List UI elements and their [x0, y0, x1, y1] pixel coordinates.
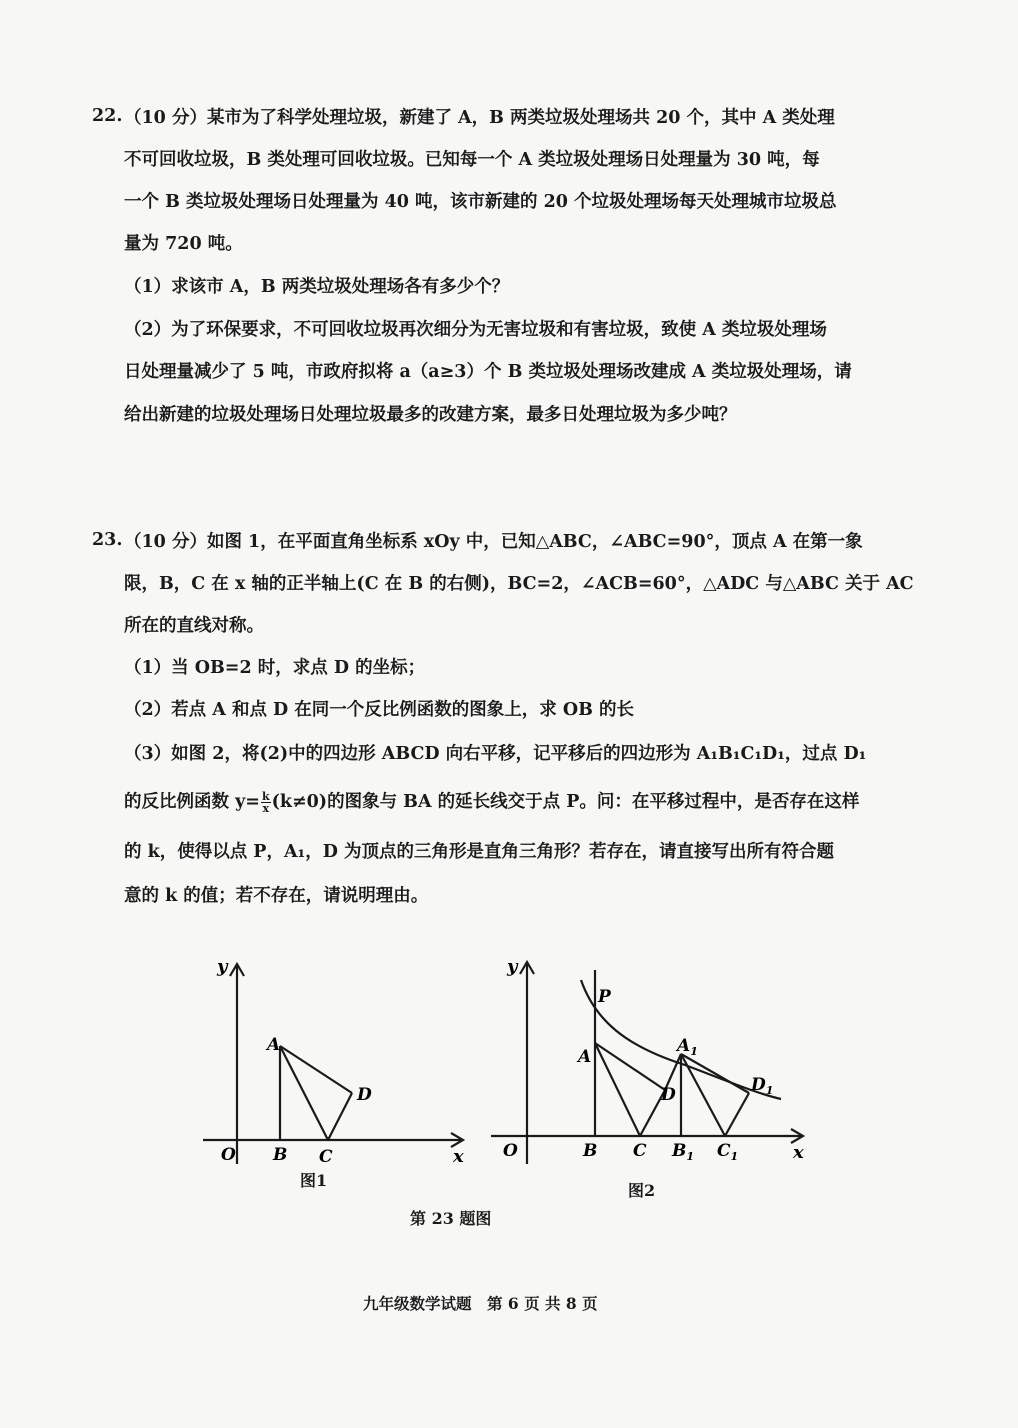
- fig2-label-P: P: [598, 987, 611, 1007]
- fig2-label-A1: [675, 1036, 698, 1058]
- fig2-label-D1-letter: D: [751, 1075, 766, 1095]
- q23-part-3-line-4: 意的 k 的值；若不存在，请说明理由。: [124, 886, 429, 906]
- page-footer: 九年级数学试题 第 6 页 共 8 页: [363, 1294, 598, 1313]
- fig2-label-A: A: [578, 1047, 592, 1067]
- fig1-label-y: y: [217, 956, 228, 977]
- q23-line-3: 所在的直线对称。: [124, 616, 264, 636]
- q23-part-3-line-2-post: (k≠0)的图象与 BA 的延长线交于点 P。问：在平移过程中，是否存在这样: [271, 792, 860, 812]
- fig2-label-C1-letter: C: [717, 1141, 731, 1161]
- fig2-label-A1-sub: 1: [690, 1045, 698, 1058]
- fraction-denominator: x: [262, 802, 270, 815]
- fig2-segment-D1C1: [725, 1093, 749, 1136]
- fraction-k-over-x: [261, 791, 271, 814]
- q23-part-1: （1）当 OB=2 时，求点 D 的坐标；: [124, 658, 426, 678]
- fig1-label-O: O: [221, 1145, 236, 1165]
- fig1-label-D: D: [357, 1085, 372, 1105]
- fig2-label-C: C: [633, 1141, 647, 1161]
- fig2-label-D1-sub: 1: [765, 1084, 774, 1097]
- q23-part-3-line-1: （3）如图 2，将(2)中的四边形 ABCD 向右平移，记平移后的四边形为 A₁B₁C₁D₁，过点 D₁: [124, 744, 867, 764]
- fig2-label-C1-sub: 1: [730, 1150, 739, 1163]
- fig1-label-C: C: [319, 1147, 333, 1167]
- figure-23-caption: 第 23 题图: [410, 1209, 492, 1228]
- fig1-segment-DC: [328, 1093, 352, 1140]
- q22-line-1: （10 分）某市为了科学处理垃圾，新建了 A，B 两类垃圾处理场共 20 个，其中 A 类处理: [124, 108, 835, 128]
- fig2-label-y: y: [507, 956, 518, 977]
- fig1-label-x: x: [453, 1146, 464, 1167]
- q22-number: 22.: [92, 106, 123, 126]
- fig2-label-D: D: [661, 1085, 676, 1105]
- figure-2-caption: 图2: [628, 1181, 656, 1200]
- q22-line-2: 不可回收垃圾，B 类处理可回收垃圾。已知每一个 A 类垃圾处理场日处理量为 30 吨，每: [124, 150, 820, 170]
- fig2-label-O: O: [503, 1141, 518, 1161]
- figure-1: [195, 950, 485, 1170]
- q23-line-2: 限，B，C 在 x 轴的正半轴上(C 在 B 的右侧)，BC=2，∠ACB=60°，△ADC 与△ABC 关于 AC: [124, 574, 914, 594]
- fig2-label-B1-letter: B: [672, 1141, 687, 1161]
- fig1-label-B: B: [273, 1145, 288, 1165]
- q22-part-2-line-2: 日处理量减少了 5 吨，市政府拟将 a（a≥3）个 B 类垃圾处理场改建成 A 类垃圾处理场，请: [124, 362, 852, 382]
- fraction-numerator: k: [261, 790, 270, 803]
- fig2-label-A1-letter: A: [677, 1036, 691, 1056]
- figure-2: [485, 950, 815, 1180]
- fig1-segment-AC: [280, 1046, 328, 1140]
- q23-line-1: （10 分）如图 1，在平面直角坐标系 xOy 中，已知△ABC，∠ABC=90°，顶点 A 在第一象: [124, 532, 863, 552]
- q23-part-3-line-2-pre: 的反比例函数 y=: [124, 792, 260, 812]
- fig2-label-B1: [671, 1141, 694, 1163]
- q22-line-3: 一个 B 类垃圾处理场日处理量为 40 吨，该市新建的 20 个垃圾处理场每天处理城市垃圾总: [124, 192, 837, 212]
- q22-part-1: （1）求该市 A，B 两类垃圾处理场各有多少个？: [124, 277, 510, 297]
- q22-part-2-line-3: 给出新建的垃圾处理场日处理垃圾最多的改建方案，最多日处理垃圾为多少吨？: [124, 405, 737, 425]
- q23-number: 23.: [92, 530, 123, 550]
- q23-part-3-line-3: 的 k，使得以点 P，A₁，D 为顶点的三角形是直角三角形？若存在，请直接写出所有符合题: [124, 842, 834, 862]
- fig2-label-B1-sub: 1: [686, 1150, 695, 1163]
- fig2-label-B: B: [583, 1141, 598, 1161]
- q23-part-2: （2）若点 A 和点 D 在同一个反比例函数的图象上，求 OB 的长: [124, 700, 635, 720]
- fig2-label-x: x: [793, 1142, 804, 1163]
- fig1-label-A: A: [267, 1035, 281, 1055]
- q22-part-2-line-1: （2）为了环保要求，不可回收垃圾再次细分为无害垃圾和有害垃圾，致使 A 类垃圾处理场: [124, 320, 827, 340]
- fig2-label-D1: [750, 1075, 773, 1097]
- q22-line-4: 量为 720 吨。: [124, 234, 243, 254]
- q23-part-3-line-2: [124, 790, 859, 814]
- figure-1-caption: 图1: [300, 1171, 328, 1190]
- fig2-label-C1: [717, 1141, 738, 1163]
